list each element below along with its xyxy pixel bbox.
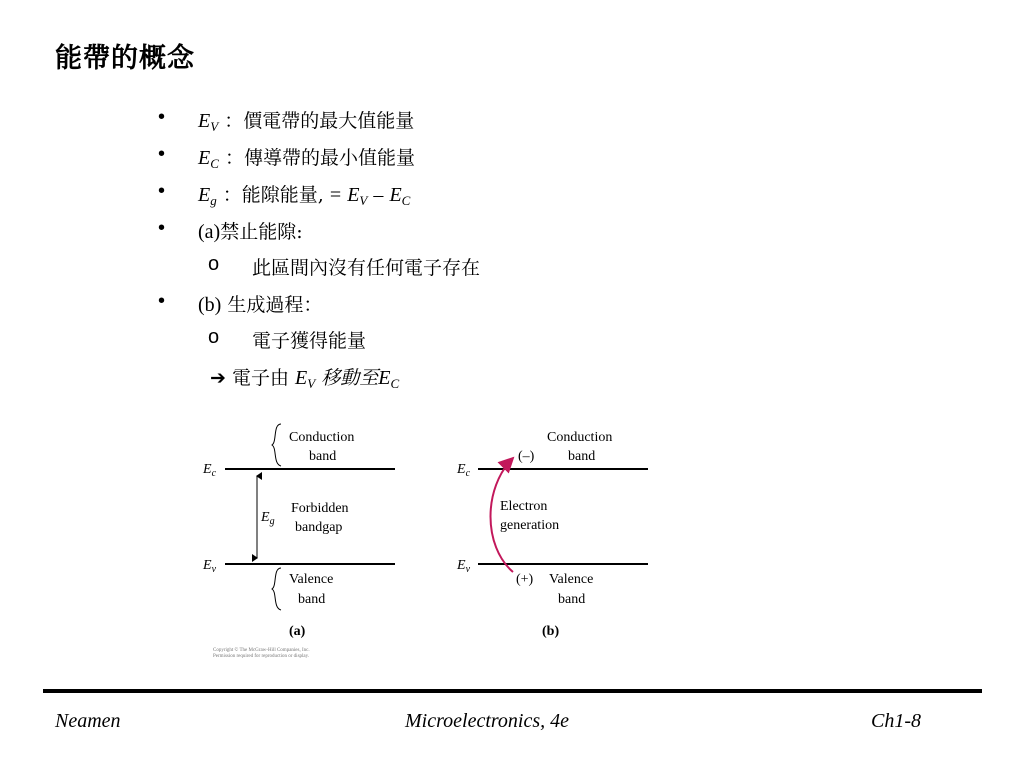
valence-brace: [272, 568, 281, 610]
panel-a-label: (a): [289, 624, 306, 639]
symbol: E: [295, 367, 308, 389]
valence-label: Valence: [549, 572, 594, 587]
footer-page-number: Ch1-8: [871, 710, 921, 732]
ev-label: $E_v$: [203, 558, 217, 575]
conduction-brace: [272, 424, 281, 466]
conduction-label: band: [309, 449, 337, 464]
list-item: [198, 106, 414, 135]
footer-divider: [43, 689, 982, 693]
ec-label: $E_c$: [457, 462, 471, 479]
list-item: [210, 363, 399, 392]
item-prefix: (b): [198, 294, 222, 316]
list-item: [198, 143, 415, 172]
panel-b: [456, 430, 648, 639]
symbol-subscript: V: [307, 376, 316, 391]
hole-sign-label: (+): [516, 572, 534, 587]
symbol: E: [378, 367, 391, 389]
symbol-subscript: C: [401, 193, 411, 208]
copyright-text: Permission required for reproduction or display.: [213, 654, 310, 659]
bullet: •: [158, 106, 166, 128]
item-text: ：傳導帶的最小值能量: [224, 147, 415, 169]
symbol-subscript: C: [210, 156, 219, 171]
item-text: 電子由: [231, 367, 289, 389]
conduction-label: Conduction: [547, 430, 613, 445]
minus-sign: –: [373, 184, 384, 206]
symbol-subscript: V: [210, 119, 219, 134]
bullet: •: [158, 290, 166, 312]
ec-label: $E_c$: [203, 462, 217, 479]
valence-label: Valence: [289, 572, 334, 587]
slide-title: 能帶的概念: [55, 43, 195, 74]
footer-book-title: Microelectronics, 4e: [405, 710, 570, 732]
symbol: E: [198, 147, 211, 169]
electron-generation-label: generation: [500, 518, 560, 533]
forbidden-label: Forbidden: [291, 501, 349, 516]
panel-a: [202, 424, 395, 639]
conduction-label: band: [568, 449, 596, 464]
panel-b-label: (b): [542, 624, 560, 639]
item-prefix: (a): [198, 221, 221, 243]
list-item: [198, 290, 322, 317]
item-text: ：能隙能量,: [222, 184, 324, 206]
symbol-subscript: V: [359, 193, 368, 208]
list-item: [252, 326, 366, 353]
conduction-label: Conduction: [289, 430, 355, 445]
item-text: 禁止能隙:: [220, 221, 303, 243]
electron-generation-label: Electron: [500, 499, 548, 514]
symbol: E: [347, 184, 360, 206]
equals-sign: =: [329, 184, 342, 206]
eg-label: $E_g$: [261, 510, 275, 527]
symbol-subscript: C: [390, 376, 400, 391]
symbol: E: [198, 110, 211, 132]
item-text: 電子獲得能量: [252, 330, 367, 352]
energy-band-diagram: [195, 418, 665, 663]
electron-transition-arrow: [491, 458, 514, 572]
valence-label: band: [298, 592, 326, 607]
sub-bullet: o: [208, 326, 220, 348]
bullet: •: [158, 180, 166, 202]
item-text: 移動至: [321, 367, 379, 389]
forbidden-label: bandgap: [295, 520, 343, 535]
item-text: 生成過程：: [227, 294, 323, 316]
symbol: E: [389, 184, 402, 206]
symbol-subscript: g: [210, 193, 217, 208]
list-item: [198, 217, 303, 244]
item-text: ：價電帶的最大值能量: [224, 110, 415, 132]
item-text: 此區間內沒有任何電子存在: [252, 257, 481, 279]
bullet: •: [158, 217, 166, 239]
symbol: E: [198, 184, 211, 206]
ev-label: $E_v$: [457, 558, 471, 575]
list-item: [198, 180, 410, 209]
electron-sign-label: (–): [518, 449, 535, 464]
valence-label: band: [558, 592, 586, 607]
footer-author: Neamen: [55, 710, 121, 732]
list-item: [252, 253, 480, 280]
right-arrow-icon: ➔: [210, 367, 226, 389]
copyright-text: Copyright © The McGraw-Hill Companies, Inc.: [213, 648, 310, 653]
sub-bullet: o: [208, 253, 220, 275]
bullet: •: [158, 143, 166, 165]
